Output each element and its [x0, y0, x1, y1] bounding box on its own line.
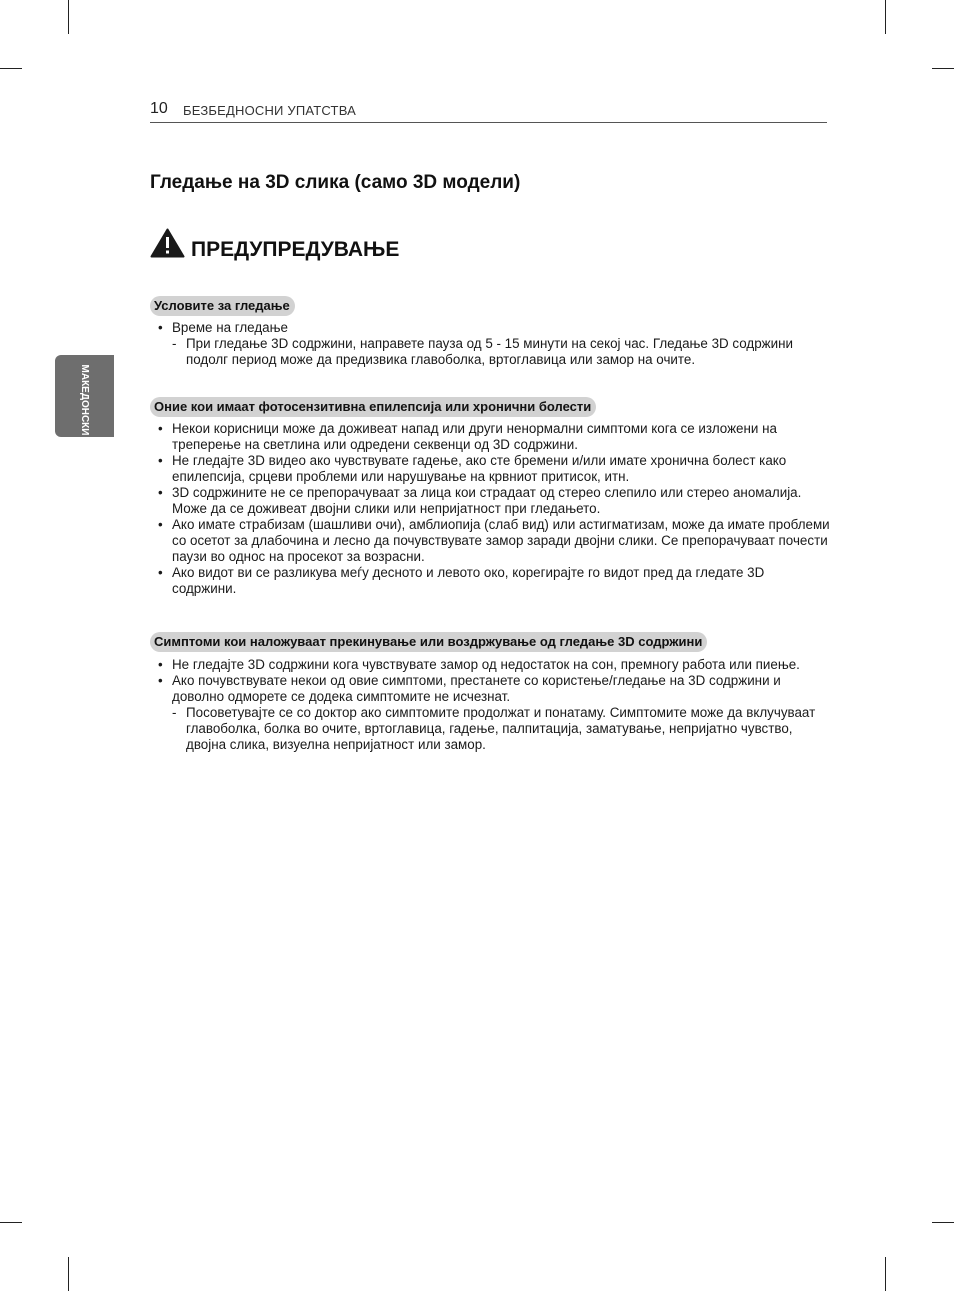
list-item-text: Ако имате страбизам (шашливи очи), амблиопија (слаб вид) или астигматизам, може да имате проблеми со осетот за длабочина и лесно да почувствувате замор заради двојни слики. Се препорачуваат почести паузи во однос на просекот за возрасни.: [172, 517, 830, 564]
subsection-list: [150, 421, 830, 597]
list-item: [150, 657, 830, 673]
dash-icon: -: [172, 336, 177, 351]
sub-item-text: Посоветувајте се со доктор ако симптомите продолжат и понатаму. Симптомите може да вклучуваат главоболка, болка во очите, вртоглавица, гадење, палпитација, заматување, непријатно чувство, двојна слика, визуелна непријатност или замор.: [186, 705, 816, 752]
list-item-text: Време на гледање: [172, 320, 288, 335]
bullet-icon: •: [158, 485, 163, 500]
list-item-text: Ако почувствувате некои од овие симптоми, престанете со користење/гледање на 3D содржини и доволно одморете се додека симптомите не исчезнат.: [172, 673, 781, 704]
crop-mark: [0, 68, 22, 69]
list-item-text: Не гледајте 3D видео ако чувствувате гадење, ако сте бремени и/или имате хронична болест како епилепсија, срцеви проблеми или нарушување на крвниот притисок, итн.: [172, 453, 787, 484]
bullet-icon: •: [158, 657, 163, 672]
list-item: [150, 673, 830, 705]
sub-item-text: При гледање 3D содржини, направете пауза од 5 - 15 минути на секој час. Гледање 3D содржини подолг период може да предизвика главоболка, вртоглавица или замор на очите.: [186, 336, 793, 367]
crop-mark: [885, 1257, 886, 1291]
list-item-text: Не гледајте 3D содржини кога чувствувате замор од недостаток на сон, премногу работа или пиење.: [172, 657, 800, 672]
crop-mark: [885, 0, 886, 34]
subsection-heading: Оние кои имаат фотосензитивна епилепсија или хронични болести: [150, 397, 596, 417]
bullet-icon: •: [158, 565, 163, 580]
page-number: 10: [150, 100, 168, 117]
sub-list-item: [150, 705, 830, 753]
bullet-icon: •: [158, 453, 163, 468]
list-item-text: 3D содржините не се препорачуваат за лица кои страдаат од стерео слепило или стерео аномалија. Може да се доживеат двојни слики или непријатност при гледањето.: [172, 485, 802, 516]
subsection-heading: Условите за гледање: [150, 296, 295, 316]
subsection-list: [150, 320, 830, 368]
list-item: [150, 517, 830, 565]
bullet-icon: •: [158, 320, 163, 335]
bullet-icon: •: [158, 421, 163, 436]
list-item: [150, 421, 830, 453]
list-item: [150, 320, 830, 336]
bullet-icon: •: [158, 673, 163, 688]
list-item: [150, 453, 830, 485]
subsection-list: [150, 657, 830, 753]
list-item-text: Некои корисници може да доживеат напад или други ненормални симптоми кога се изложени на треперење на светлина или одредени секвенци од 3D содржини.: [172, 421, 777, 452]
language-label: МАКЕДОНСКИ: [79, 364, 90, 436]
crop-mark: [932, 68, 954, 69]
language-side-tab: [55, 355, 114, 437]
list-item: [150, 485, 830, 517]
warning-triangle-icon: [150, 228, 185, 258]
crop-mark: [68, 1257, 69, 1291]
crop-mark: [68, 0, 69, 34]
subsection-heading: Симптоми кои наложуваат прекинување или воздржување од гледање 3D содржини: [150, 632, 707, 652]
sub-list-item: [150, 336, 830, 368]
header-title: БЕЗБЕДНОСНИ УПАТСТВА: [183, 103, 357, 118]
crop-mark: [0, 1222, 22, 1223]
list-item-text: Ако видот ви се разликува меѓу десното и левото око, корегирајте го видот пред да гледате 3D содржини.: [172, 565, 765, 596]
section-title: Гледање на 3D слика (само 3D модели): [150, 172, 521, 193]
crop-mark: [932, 1222, 954, 1223]
page-header: [150, 100, 827, 123]
list-item: [150, 565, 830, 597]
warning-title: ПРЕДУПРЕДУВАЊЕ: [191, 238, 400, 261]
dash-icon: -: [172, 705, 177, 720]
bullet-icon: •: [158, 517, 163, 532]
